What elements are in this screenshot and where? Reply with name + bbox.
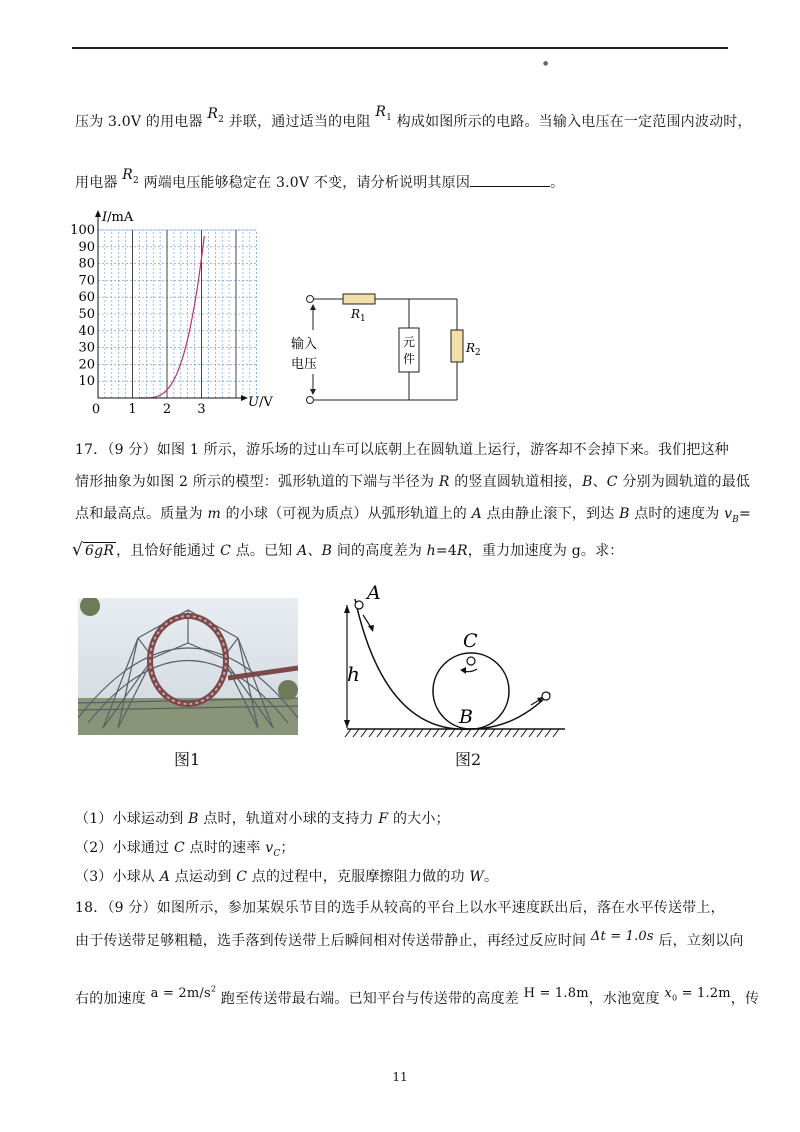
hatch-mark [425, 729, 431, 737]
y-tick-label: 30 [78, 340, 95, 356]
ball-at-C [467, 657, 475, 665]
y-tick-label: 60 [78, 290, 95, 306]
hatch-mark [417, 729, 423, 737]
label-h: h [347, 662, 360, 686]
input-arrow-up [310, 304, 316, 310]
hatch-mark [345, 729, 351, 737]
hatch-mark [457, 729, 463, 737]
hatch-mark [481, 729, 487, 737]
ground-hatching [345, 729, 559, 737]
hatch-mark [513, 729, 519, 737]
y-tick-label: 20 [78, 357, 95, 373]
x-tick-label: 1 [128, 402, 137, 413]
fig2-caption: 图2 [455, 750, 482, 769]
q16-line-1: 压为 3.0V 的用电器 $R_2$ 并联，通过适当的电阻 $R_1$ 构成如图所示的电路。当输入电压在一定范围内波动时， [75, 104, 752, 130]
y-tick-label: 40 [78, 323, 95, 339]
iu-y-label: I/mA [102, 210, 134, 225]
r2-label: $R_2$ [466, 341, 481, 358]
arrow-A [368, 625, 374, 632]
q17-line-1: 17．（9 分）如图 1 所示，游乐场的过山车可以底朝上在圆轨道上运行，游客却不会掉下来。我们把这种 [75, 442, 729, 458]
q18-line-2: 由于传送带足够粗糙，选手落到传送带上后瞬间相对传送带静止，再经过反应时间 Δt = 1.0s 后，立刻以向 [75, 929, 744, 949]
q18-line-3: 右的加速度 $a = 2m/s^2$ 跑至传送带最右端。已知平台与传送带的高度差 H = 1.8m，水池宽度 $x_0 = 1.2m$，传 [75, 984, 760, 1007]
input-label-2: 电压 [291, 357, 318, 372]
hatch-mark [409, 729, 415, 737]
hatch-mark [465, 729, 471, 737]
iu-y-arrow [95, 210, 101, 217]
x-tick-label: 0 [91, 402, 101, 413]
hatch-mark [361, 729, 367, 737]
hatch-mark [521, 729, 527, 737]
input-arrow-down [310, 389, 316, 395]
hatch-mark [441, 729, 447, 737]
y-tick-label: 10 [78, 374, 95, 390]
y-tick-label: 50 [78, 307, 95, 322]
hatch-mark [505, 729, 511, 737]
arrow-C [460, 667, 466, 674]
page-number: 11 [392, 1070, 408, 1084]
hatch-mark [433, 729, 439, 737]
terminal-top [307, 296, 314, 303]
eq-acceleration: $a = 2m/s^2$ [150, 984, 217, 1001]
ball-at-A [355, 601, 363, 609]
eq-height: H = 1.8m [523, 986, 589, 1001]
iu-x-label: U/V [248, 395, 273, 410]
arc-track [355, 599, 471, 729]
hatch-mark [449, 729, 455, 737]
resistor-r2 [451, 330, 463, 362]
hatch-mark [537, 729, 543, 737]
iu-y-ticks [70, 223, 95, 389]
hatch-mark [369, 729, 375, 737]
label-A: A [367, 585, 381, 604]
q17-line-3: 点和最高点。质量为 m 的小球（可视为质点）从弧形轨道上的 A 点由静止滚下，到达 B 点时的速度为 $v_B=$ [75, 506, 751, 525]
element-label-2: 件 [403, 352, 416, 366]
y-tick-label: 70 [78, 273, 95, 289]
roller-coaster-photo [78, 598, 298, 735]
resistor-r1 [343, 294, 375, 304]
eq-pool-width: $x_0 = 1.2m$ [664, 986, 731, 1003]
r1-label: $R_1$ [351, 307, 366, 324]
label-B: B [459, 706, 473, 728]
input-label-1: 输入 [291, 337, 318, 352]
hatch-mark [377, 729, 383, 737]
y-tick-label: 90 [78, 239, 95, 255]
iu-graph [62, 208, 287, 413]
q17-sub-3: （3）小球从 A 点运动到 C 点的过程中，克服摩擦阻力做的功 W。 [75, 869, 499, 885]
hatch-mark [489, 729, 495, 737]
iu-x-ticks [92, 402, 206, 413]
y-tick-label: 100 [70, 223, 95, 238]
circuit-diagram [285, 290, 485, 410]
track-model-diagram [335, 585, 575, 745]
iu-x-arrow [241, 395, 248, 401]
q18-line-1: 18．（9 分）如图所示，参加某娱乐节目的选手从较高的平台上以水平速度跃出后，落在水平传送带上， [75, 900, 725, 916]
hatch-mark [393, 729, 399, 737]
hatch-mark [353, 729, 359, 737]
x-tick-label: 2 [162, 402, 172, 413]
stray-dot: ● [543, 60, 549, 67]
q17-line-2: 情形抽象为如图 2 所示的模型：弧形轨道的下端与半径为 R 的竖直圆轨道相接，B、C 分别为圆轨道的最低 [75, 474, 751, 490]
hatch-mark [545, 729, 551, 737]
fig1-caption: 图1 [174, 750, 201, 769]
q17-sub-2: （2）小球通过 C 点时的速率 $v_C$； [75, 840, 295, 859]
answer-blank[interactable] [470, 174, 550, 187]
terminal-bottom [307, 397, 314, 404]
hatch-mark [497, 729, 503, 737]
hatch-mark [401, 729, 407, 737]
x-tick-label: 3 [197, 402, 206, 413]
element-label-1: 元 [403, 335, 416, 349]
hatch-mark [473, 729, 479, 737]
header-rule [72, 47, 728, 49]
y-tick-label: 80 [78, 256, 95, 272]
hatch-mark [385, 729, 391, 737]
hatch-mark [553, 729, 559, 737]
ball-exit [542, 692, 550, 700]
eq-delta-t: Δt = 1.0s [590, 929, 654, 944]
q17-line-4: √ 6gR ，且恰好能通过 C 点。已知 A、B 间的高度差为 h=4R，重力加速度为 g。求： [72, 540, 624, 560]
label-C: C [463, 630, 478, 652]
q17-sub-1: （1）小球运动到 B 点时，轨道对小球的支持力 F 的大小； [75, 811, 450, 827]
q16-line-2: 用电器 $R_2$ 两端电压能够稳定在 3.0V 不变，请分析说明其原因 。 [75, 167, 565, 191]
hatch-mark [529, 729, 535, 737]
sqrt-expression: 6gR [85, 543, 115, 559]
